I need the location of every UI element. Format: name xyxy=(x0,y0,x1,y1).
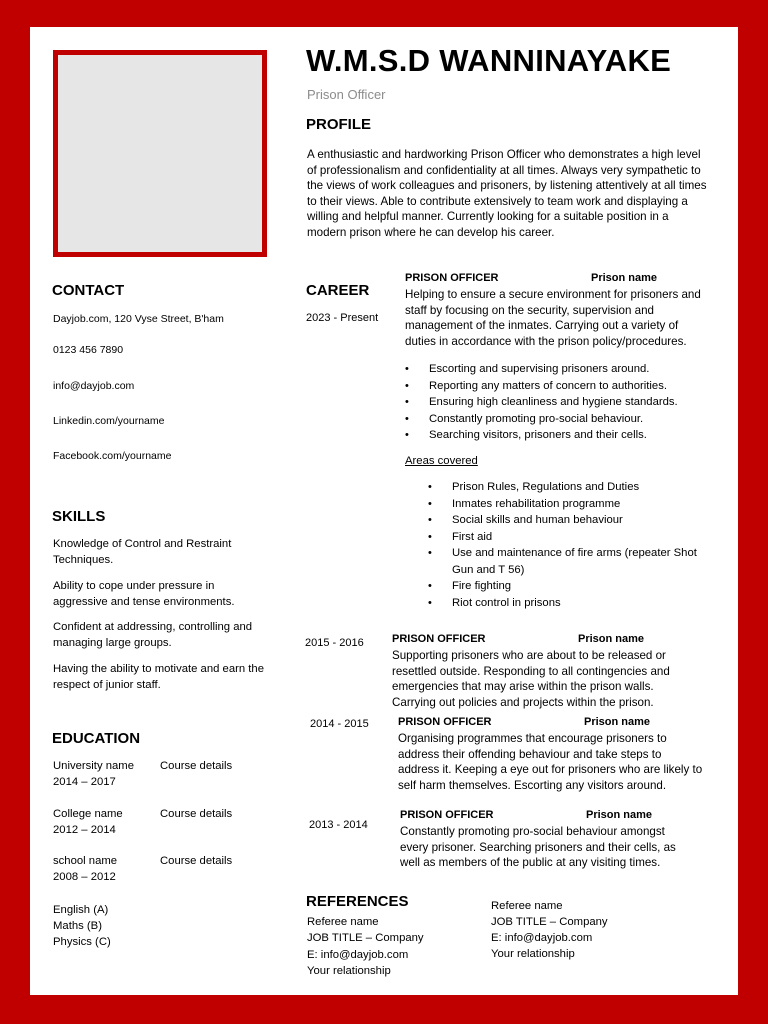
job-employer: Prison name xyxy=(578,633,645,645)
job-description: Constantly promoting pro-social behaviour amongst every prisoner. Searching prisoners and their cells, as well as members of the public at any visiting times. xyxy=(400,825,676,870)
skills-heading: SKILLS xyxy=(52,508,106,525)
references-heading: REFERENCES xyxy=(306,893,409,910)
list-item: • Prison Rules, Regulations and Duties xyxy=(452,479,717,496)
education-subject: Physics (C) xyxy=(53,936,111,948)
job-role: PRISON OFFICER xyxy=(400,809,494,821)
referee-name: Referee name xyxy=(307,916,379,928)
job-description: Supporting prisoners who are about to be released or resettled outside. Responding to all contingencies and emergencies that may arise within the prison walls. Carrying out policies and projects within the prison. xyxy=(392,649,670,709)
job-dates: 2015 - 2016 xyxy=(305,637,364,649)
job-description: Helping to ensure a secure environment for prisoners and staff by focusing on the security, supervision and management of the inmates. Carrying out a variety of duties in accordance with the prison policy/procedures. xyxy=(405,288,701,348)
contact-heading: CONTACT xyxy=(52,282,125,299)
education-years: 2014 – 2017 xyxy=(53,776,116,788)
referee-relationship: Your relationship xyxy=(491,948,575,960)
resume-page xyxy=(30,27,738,995)
list-item: • Social skills and human behaviour xyxy=(452,512,717,529)
education-years: 2008 – 2012 xyxy=(53,871,116,883)
job-dates: 2014 - 2015 xyxy=(310,718,369,730)
job-dates: 2023 - Present xyxy=(306,312,379,324)
job-duties-list xyxy=(429,361,719,444)
job-role: PRISON OFFICER xyxy=(405,272,499,284)
education-heading: EDUCATION xyxy=(52,730,141,747)
education-details: Course details xyxy=(160,855,233,867)
contact-phone: 0123 456 7890 xyxy=(53,344,124,356)
skill-item: Having the ability to motivate and earn the respect of junior staff. xyxy=(53,663,265,691)
education-details: Course details xyxy=(160,808,233,820)
list-item: • Searching visitors, prisoners and their cells. xyxy=(429,427,719,444)
job-employer: Prison name xyxy=(586,809,653,821)
referee-email[interactable]: E: info@dayjob.com xyxy=(491,932,593,944)
list-item: • First aid xyxy=(452,529,717,546)
profile-heading: PROFILE xyxy=(306,116,372,133)
referee-job: JOB TITLE – Company xyxy=(307,932,424,944)
education-subject: Maths (B) xyxy=(53,920,102,932)
contact-facebook[interactable]: Facebook.com/yourname xyxy=(53,450,172,462)
education-place: University name xyxy=(53,760,134,772)
education-details: Course details xyxy=(160,760,233,772)
job-title: Prison Officer xyxy=(307,87,386,102)
contact-address: Dayjob.com, 120 Vyse Street, B'ham xyxy=(53,313,224,325)
profile-photo-placeholder xyxy=(53,50,267,257)
job-employer: Prison name xyxy=(591,272,658,284)
list-item: • Reporting any matters of concern to authorities. xyxy=(429,378,719,395)
referee-relationship: Your relationship xyxy=(307,965,391,977)
profile-text: A enthusiastic and hardworking Prison Officer who demonstrates a high level of professionalism and confidentiality at all times. Always very sympathetic to the views of work colleagues and prisoners, by listening attentively at all times to their views. Able to contribute extensively to team work and displaying a willing and helpful manner. Currently looking for a suitable position in a modern prison where he can develop his career. xyxy=(307,148,707,239)
list-item: • Use and maintenance of fire arms (repeater Shot Gun and T 56) xyxy=(452,545,717,578)
list-item: • Ensuring high cleanliness and hygiene standards. xyxy=(429,394,719,411)
referee-email[interactable]: E: info@dayjob.com xyxy=(307,949,409,961)
areas-covered-list xyxy=(452,479,717,611)
contact-email[interactable]: info@dayjob.com xyxy=(53,380,135,392)
job-role: PRISON OFFICER xyxy=(398,716,492,728)
skill-item: Confident at addressing, controlling and managing large groups. xyxy=(53,621,253,649)
job-employer: Prison name xyxy=(584,716,651,728)
education-years: 2012 – 2014 xyxy=(53,824,116,836)
education-place: school name xyxy=(53,855,118,867)
skill-item: Ability to cope under pressure in aggressive and tense environments. xyxy=(53,580,235,608)
referee-job: JOB TITLE – Company xyxy=(491,916,608,928)
referee-name: Referee name xyxy=(491,900,563,912)
list-item: • Riot control in prisons xyxy=(452,595,717,612)
candidate-name: W.M.S.D WANNINAYAKE xyxy=(306,43,672,78)
list-item: • Constantly promoting pro-social behaviour. xyxy=(429,411,719,428)
contact-linkedin[interactable]: Linkedin.com/yourname xyxy=(53,415,165,427)
education-subject: English (A) xyxy=(53,904,109,916)
list-item: • Escorting and supervising prisoners around. xyxy=(429,361,719,378)
skill-item: Knowledge of Control and Restraint Techniques. xyxy=(53,538,232,566)
job-description: Organising programmes that encourage prisoners to address their offending behaviour and take steps to address it. Keeping a eye out for prisoners who are likely to self harm themselves. Escorting any visitors around. xyxy=(398,732,703,792)
list-item: • Inmates rehabilitation programme xyxy=(452,496,717,513)
education-place: College name xyxy=(53,808,123,820)
career-heading: CAREER xyxy=(306,282,370,299)
areas-covered-heading: Areas covered xyxy=(405,455,478,467)
list-item: • Fire fighting xyxy=(452,578,717,595)
job-dates: 2013 - 2014 xyxy=(309,819,368,831)
job-role: PRISON OFFICER xyxy=(392,633,486,645)
